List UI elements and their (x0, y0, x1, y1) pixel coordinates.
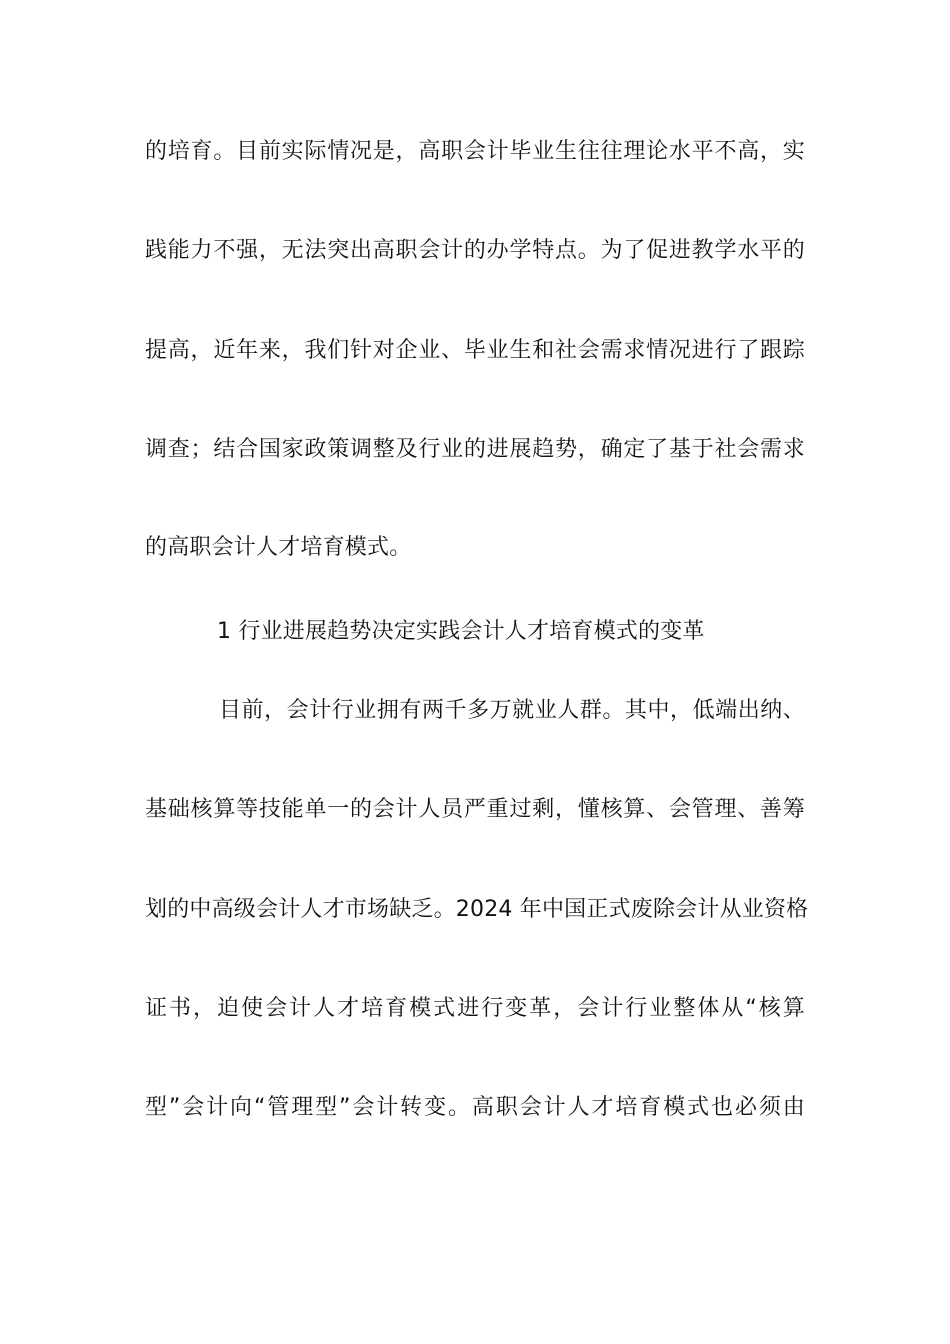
section-heading: 1 行业进展趋势决定实践会计人才培育模式的变革 (217, 619, 705, 644)
paragraph-1-line-4: 调查；结合国家政策调整及行业的进展趋势，确定了基于社会需求 (145, 437, 805, 462)
paragraph-2-line-4: 证书，迫使会计人才培育模式进行变革，会计行业整体从“核算 (145, 996, 805, 1021)
paragraph-1-line-5: 的高职会计人才培育模式。 (145, 535, 412, 560)
paragraph-2-line-3: 划的中高级会计人才市场缺乏。2024 年中国正式废除会计从业资格 (145, 897, 809, 922)
paragraph-1-line-1: 的培育。目前实际情况是，高职会计毕业生往往理论水平不高，实 (145, 139, 805, 164)
paragraph-1-line-3: 提高，近年来，我们针对企业、毕业生和社会需求情况进行了跟踪 (145, 338, 805, 363)
paragraph-2-line-2: 基础核算等技能单一的会计人员严重过剩，懂核算、会管理、善筹 (145, 797, 805, 822)
paragraph-2-line-1: 目前，会计行业拥有两千多万就业人群。其中，低端出纳、 (219, 698, 805, 723)
paragraph-2-line-5: 型”会计向“管理型”会计转变。高职会计人才培育模式也必须由 (145, 1095, 805, 1120)
paragraph-1-line-2: 践能力不强，无法突出高职会计的办学特点。为了促进教学水平的 (145, 238, 805, 263)
